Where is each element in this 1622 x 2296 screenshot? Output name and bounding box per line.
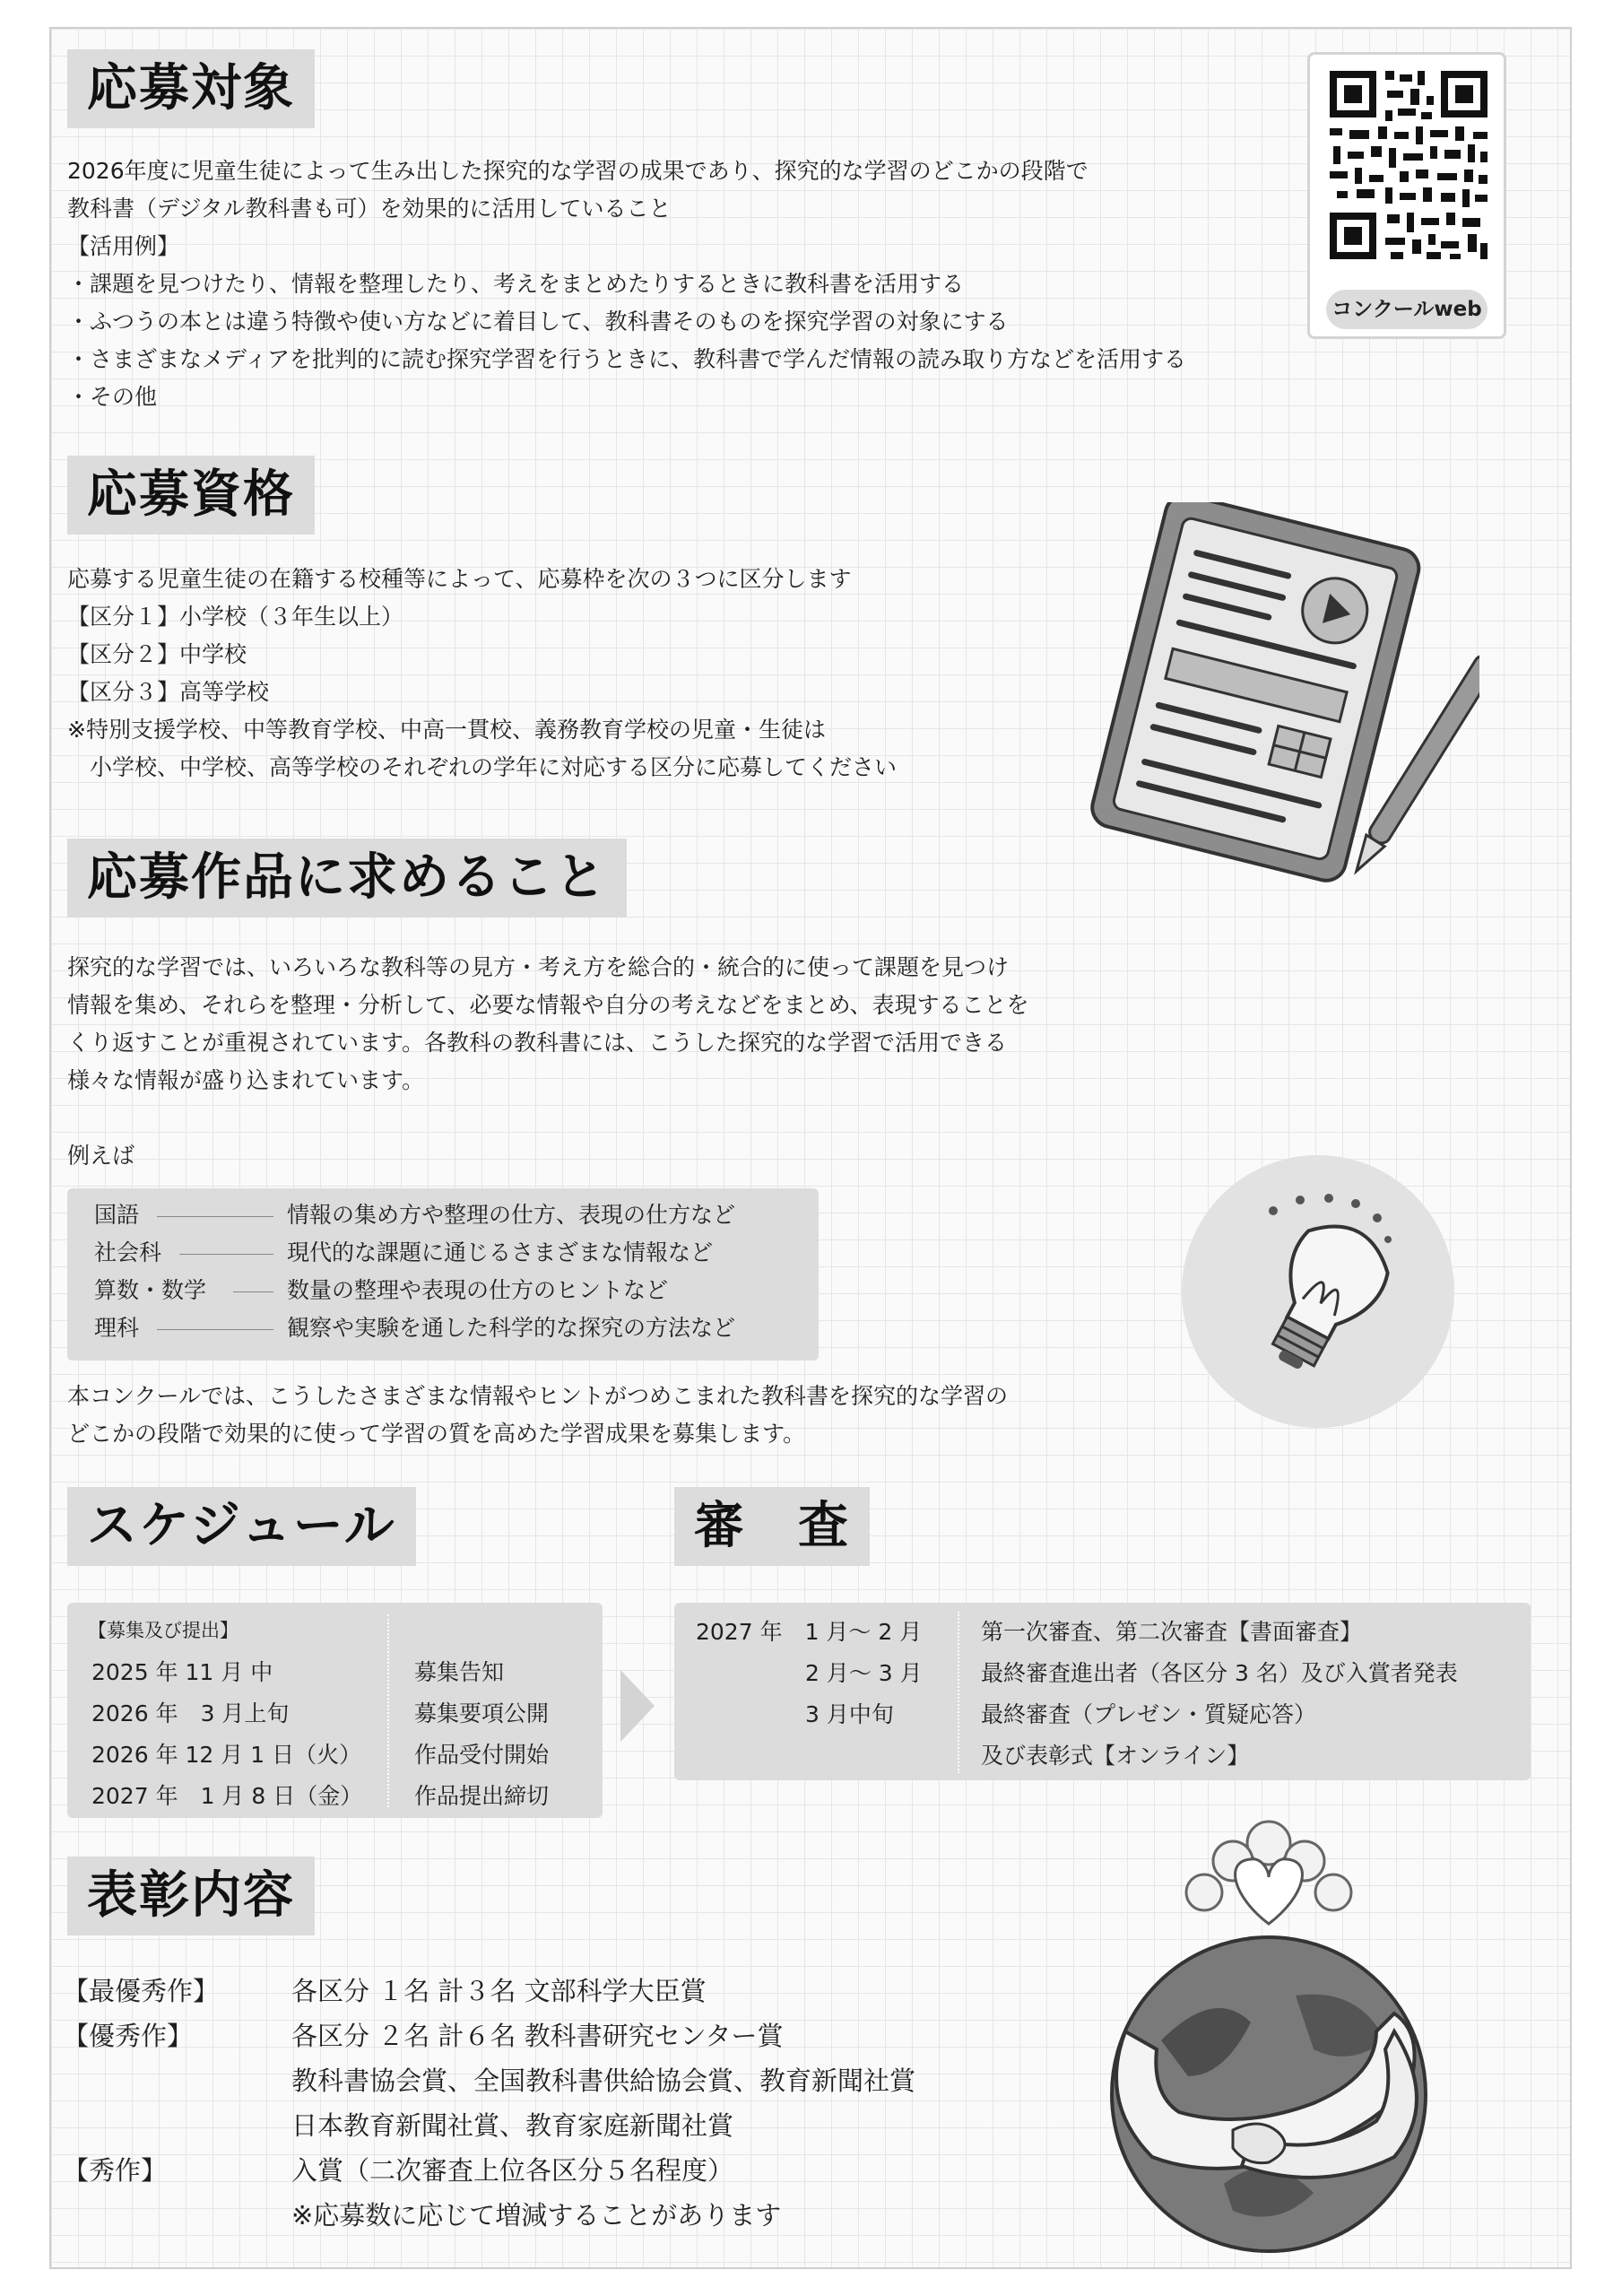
heading-eligibility-target: 応募対象 [67,49,315,128]
closing-line: 本コンクールでは、こうしたさまざまな情報やヒントがつめこまれた教科書を探究的な学習の [67,1383,1009,1409]
eligibility-line: 応募する児童生徒の在籍する校種等によって、応募枠を次の３つに区分します [67,566,852,592]
arrow-right-icon [620,1670,656,1742]
eligibility-text-block [67,561,897,787]
closing-text-block [67,1378,1008,1453]
review-date: 2 月～ 3 月 [805,1660,923,1686]
heading-schedule: スケジュール [67,1487,416,1566]
review-event: 最終審査（プレゼン・質疑応答） [981,1701,1317,1727]
globe-hug-illustration [1089,1807,1448,2256]
lightbulb-illustration [1175,1148,1462,1435]
requirements-line: くり返すことが重視されています。各教科の教科書には、こうした探究的な学習で活用できる [67,1030,1008,1056]
heading-requirements: 応募作品に求めること [67,839,627,918]
award-text: 各区分 ２名 計６名 教科書研究センター賞 [291,2021,784,2051]
subject-description: 情報の集め方や整理の仕方、表現の仕方など [287,1202,736,1228]
target-line: ・ふつうの本とは違う特徴や使い方などに着目して、教科書そのものを探究学習の対象にする [67,309,1009,335]
schedule-event: 作品提出締切 [414,1783,550,1809]
award-text: 日本教育新聞社賞、教育家庭新聞社賞 [291,2110,734,2141]
review-event: 及び表彰式【オンライン】 [981,1743,1250,1769]
target-line: ・課題を見つけたり、情報を整理したり、考えをまとめたりするときに教科書を活用する [67,271,965,297]
target-line: ・その他 [67,384,158,410]
heading-eligibility: 応募資格 [67,456,315,535]
target-line: 教科書（デジタル教科書も可）を効果的に活用していること [67,196,672,222]
eligibility-line: 小学校、中学校、高等学校のそれぞれの学年に対応する区分に応募してください [67,754,898,780]
requirements-text-block [67,949,1029,1100]
schedule-event: 募集告知 [414,1659,505,1685]
tablet-pen-illustration [1058,502,1479,924]
review-date: 2027 年 1 月～ 2 月 [696,1619,923,1645]
subject-name: 国語 [94,1202,140,1228]
award-text: ※応募数に応じて増減することがあります [291,2200,782,2231]
award-text: 入賞（二次審査上位各区分５名程度） [291,2155,734,2186]
requirements-line: 情報を集め、それらを整理・分析して、必要な情報や自分の考えなどをまとめ、表現することを [67,992,1029,1018]
leader-line [157,1216,273,1217]
target-line: 2026年度に児童生徒によって生み出した探究的な学習の成果であり、探究的な学習のどこかの段階で [67,158,1089,184]
review-event: 第一次審査、第二次審査【書面審査】 [981,1619,1363,1645]
eligibility-line: 【区分１】小学校（３年生以上） [67,604,404,630]
qr-label[interactable]: コンクールweb [1326,290,1488,329]
subject-name: 算数・数学 [94,1277,207,1303]
subject-description: 現代的な課題に通じるさまざまな情報など [287,1239,714,1265]
schedule-date: 2025 年 11 月 中 [91,1659,273,1685]
award-label: 【最優秀作】 [63,1976,220,2006]
target-line: ・さまざまなメディアを批判的に読む探究学習を行うときに、教科書で学んだ情報の読み取り方などを活用する [67,346,1187,372]
subject-description: 観察や実験を通した科学的な探究の方法など [287,1315,736,1341]
eligibility-line: 【区分３】高等学校 [67,679,270,705]
closing-line: どこかの段階で効果的に使って学習の質を高めた学習成果を募集します。 [67,1421,806,1447]
heading-review: 審 査 [674,1487,870,1566]
subject-description: 数量の整理や表現の仕方のヒントなど [287,1277,669,1303]
schedule-date: 2026 年 12 月 1 日（火） [91,1742,362,1768]
award-label: 【優秀作】 [63,2021,194,2051]
schedule-event: 募集要項公開 [414,1700,550,1726]
leader-line [179,1254,273,1255]
schedule-date: 2026 年 3 月上旬 [91,1700,290,1726]
qr-card[interactable] [1307,52,1506,339]
review-date: 3 月中旬 [805,1701,894,1727]
target-text-block [67,152,1186,416]
award-text: 教科書協会賞、全国教科書供給協会賞、教育新聞社賞 [291,2066,916,2096]
eligibility-line: ※特別支援学校、中等教育学校、中高一貫校、義務教育学校の児童・生徒は [67,717,826,743]
award-text: 各区分 １名 計３名 文部科学大臣賞 [291,1976,707,2006]
eligibility-line: 【区分２】中学校 [67,641,247,667]
subject-name: 理科 [94,1315,140,1341]
subject-name: 社会科 [94,1239,162,1265]
heading-awards: 表彰内容 [67,1857,315,1935]
requirements-line: 探究的な学習では、いろいろな教科等の見方・考え方を総合的・統合的に使って課題を見つけ [67,954,1010,980]
target-line: 【活用例】 [67,233,180,259]
schedule-event: 作品受付開始 [414,1742,550,1768]
schedule-box-label: 【募集及び提出】 [88,1620,239,1641]
review-event: 最終審査進出者（各区分 3 名）及び入賞者発表 [981,1660,1458,1686]
schedule-date: 2027 年 1 月 8 日（金） [91,1783,363,1809]
example-label: 例えば [67,1143,135,1169]
review-divider [958,1612,959,1773]
leader-line [157,1329,273,1330]
award-label: 【秀作】 [63,2155,168,2186]
schedule-divider [387,1614,389,1807]
requirements-line: 様々な情報が盛り込まれています。 [67,1067,425,1093]
qr-code-icon [1310,55,1509,288]
